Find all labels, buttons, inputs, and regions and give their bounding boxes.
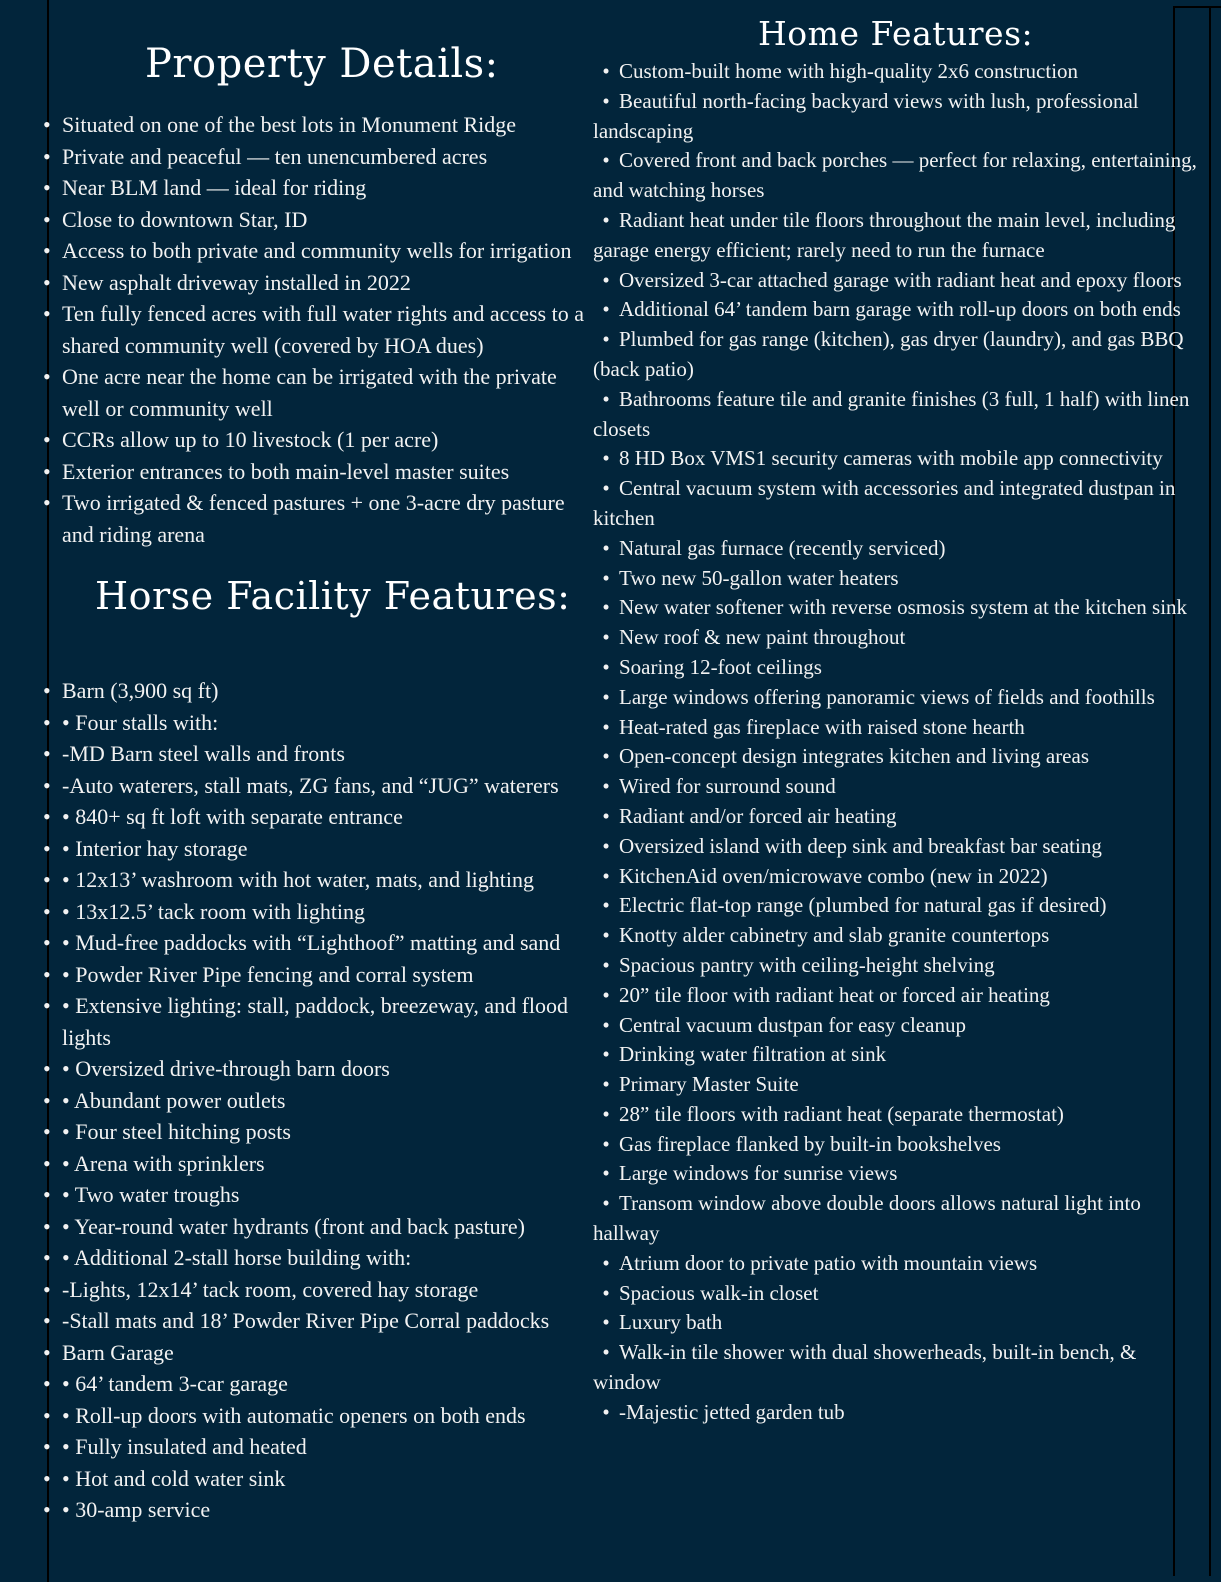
horse-facility-title: Horse Facility Features: xyxy=(95,574,571,618)
bullet-icon: • xyxy=(602,1250,610,1275)
list-item: • Wired for surround sound xyxy=(593,772,1205,802)
bullet-icon: • xyxy=(602,654,610,679)
list-item: • Two new 50-gallon water heaters xyxy=(593,564,1205,594)
bullet-icon: • xyxy=(602,535,610,560)
bullet-icon: • xyxy=(602,1072,610,1097)
list-item: • • Roll-up doors with automatic openers on both ends xyxy=(41,1400,586,1432)
list-item: • -MD Barn steel walls and fronts xyxy=(41,738,586,770)
list-item: • -Auto waterers, stall mats, ZG fans, and “JUG” waterers xyxy=(41,770,586,802)
list-item: • Ten fully fenced acres with full water rights and access to a shared community well (covered by HOA dues) xyxy=(41,298,586,361)
list-item: • New water softener with reverse osmosis system at the kitchen sink xyxy=(593,593,1205,623)
list-item: • • Interior hay storage xyxy=(41,833,586,865)
home-features-title: Home Features: xyxy=(758,14,1034,53)
bullet-icon: • xyxy=(602,446,610,471)
list-item: • Knotty alder cabinetry and slab granite countertops xyxy=(593,921,1205,951)
list-item: • • Abundant power outlets xyxy=(41,1085,586,1117)
bullet-icon: • xyxy=(602,148,610,173)
list-item: • Central vacuum system with accessories and integrated dustpan in kitchen xyxy=(593,476,1176,530)
list-item: • -Stall mats and 18’ Powder River Pipe Corral paddocks xyxy=(41,1305,586,1337)
list-item: • Custom-built home with high-quality 2x6 construction xyxy=(593,57,1205,87)
bullet-icon: • xyxy=(602,923,610,948)
list-item: • Transom window above double doors allows natural light into hallway xyxy=(593,1191,1141,1246)
bullet-icon: • xyxy=(602,297,610,322)
list-item: • • Hot and cold water sink xyxy=(41,1463,586,1495)
bullet-icon: • xyxy=(602,1191,610,1216)
bullet-icon: • xyxy=(602,774,610,799)
bullet-icon: • xyxy=(602,833,610,858)
bullet-icon: • xyxy=(602,1280,610,1305)
list-item: • • Mud-free paddocks with “Lighthoof” matting and sand xyxy=(41,927,586,959)
list-item: • Central vacuum dustpan for easy cleanup xyxy=(593,1011,1205,1041)
list-item: • • Powder River Pipe fencing and corral system xyxy=(41,959,586,991)
list-item: • Barn Garage xyxy=(41,1337,586,1369)
bullet-icon: • xyxy=(602,1399,610,1424)
list-item: • • Fully insulated and heated xyxy=(41,1431,586,1463)
list-item: • • Additional 2-stall horse building with: xyxy=(41,1242,586,1274)
list-item: • Radiant and/or forced air heating xyxy=(593,802,1205,832)
list-item: • Plumbed for gas range (kitchen), gas dryer (laundry), and gas BBQ (back patio) xyxy=(593,327,1184,381)
bullet-icon: • xyxy=(602,1310,610,1335)
list-item: • Walk-in tile shower with dual showerheads, built-in bench, & window xyxy=(593,1340,1137,1395)
bullet-icon: • xyxy=(602,714,610,739)
list-item: • Access to both private and community wells for irrigation xyxy=(41,235,586,267)
bullet-icon: • xyxy=(602,1042,610,1067)
horse-facility-list xyxy=(41,675,586,1526)
list-item: • • 30-amp service xyxy=(41,1494,586,1526)
list-item: • Covered front and back porches — perfect for relaxing, entertaining, and watching horses xyxy=(593,148,1197,203)
list-item: • • 840+ sq ft loft with separate entrance xyxy=(41,801,586,833)
list-item: • Radiant heat under tile floors throughout the main level, including garage energy efficient; rarely need to run the furnace xyxy=(593,207,1176,262)
list-item: • • 12x13’ washroom with hot water, mats, and lighting xyxy=(41,864,586,896)
bullet-icon: • xyxy=(602,595,610,620)
bullet-icon: • xyxy=(602,386,610,411)
list-item: • • 13x12.5’ tack room with lighting xyxy=(41,896,586,928)
list-item: • Natural gas furnace (recently serviced) xyxy=(593,534,1205,564)
list-item: • Electric flat-top range (plumbed for natural gas if desired) xyxy=(593,891,1205,921)
list-item: • New roof & new paint throughout xyxy=(593,623,1205,653)
list-item: • One acre near the home can be irrigated with the private well or community well xyxy=(41,361,586,424)
list-item: • Additional 64’ tandem barn garage with roll-up doors on both ends xyxy=(593,295,1205,325)
list-item: • Bathrooms feature tile and granite finishes (3 full, 1 half) with linen closets xyxy=(593,386,1190,441)
list-item: • 20” tile floor with radiant heat or forced air heating xyxy=(593,981,1205,1011)
bullet-icon: • xyxy=(602,625,610,650)
list-item: • Beautiful north-facing backyard views with lush, professional landscaping xyxy=(593,88,1139,143)
list-item: • Spacious walk-in closet xyxy=(593,1279,1205,1309)
home-features-list xyxy=(593,57,1205,1428)
list-item: • Large windows for sunrise views xyxy=(593,1159,1205,1189)
property-details-title: Property Details: xyxy=(145,41,499,87)
list-item: • • Extensive lighting: stall, paddock, breezeway, and flood lights xyxy=(41,990,586,1053)
bullet-icon: • xyxy=(602,207,610,232)
list-item: • CCRs allow up to 10 livestock (1 per acre) xyxy=(41,424,586,456)
bullet-icon: • xyxy=(602,267,610,292)
list-item: • • Four steel hitching posts xyxy=(41,1116,586,1148)
list-item: • 28” tile floors with radiant heat (separate thermostat) xyxy=(593,1100,1205,1130)
list-item: • Oversized 3-car attached garage with radiant heat and epoxy floors xyxy=(593,266,1205,296)
bullet-icon: • xyxy=(602,1101,610,1126)
bullet-icon: • xyxy=(602,1340,610,1365)
bullet-icon: • xyxy=(602,893,610,918)
list-item: • Drinking water filtration at sink xyxy=(593,1040,1205,1070)
bullet-icon: • xyxy=(602,1161,610,1186)
list-item: • • Two water troughs xyxy=(41,1179,586,1211)
bullet-icon: • xyxy=(602,476,610,501)
list-item: • KitchenAid oven/microwave combo (new in 2022) xyxy=(593,862,1205,892)
bullet-icon: • xyxy=(602,863,610,888)
list-item: • Close to downtown Star, ID xyxy=(41,204,586,236)
list-item: • Heat-rated gas fireplace with raised stone hearth xyxy=(593,713,1205,743)
bullet-icon: • xyxy=(602,88,610,113)
list-item: • Oversized island with deep sink and breakfast bar seating xyxy=(593,832,1205,862)
right-frame-inner-line xyxy=(1209,6,1211,1576)
list-item: • 8 HD Box VMS1 security cameras with mobile app connectivity xyxy=(593,444,1205,474)
bullet-icon: • xyxy=(602,565,610,590)
list-item: • Barn (3,900 sq ft) xyxy=(41,675,586,707)
list-item: • Spacious pantry with ceiling-height shelving xyxy=(593,951,1205,981)
list-item: • • 64’ tandem 3-car garage xyxy=(41,1368,586,1400)
bullet-icon: • xyxy=(602,952,610,977)
list-item: • Situated on one of the best lots in Monument Ridge xyxy=(41,109,586,141)
bullet-icon: • xyxy=(602,744,610,769)
list-item: • Gas fireplace flanked by built-in bookshelves xyxy=(593,1130,1205,1160)
list-item: • • Four stalls with: xyxy=(41,707,586,739)
bullet-icon: • xyxy=(602,982,610,1007)
list-item: • • Arena with sprinklers xyxy=(41,1148,586,1180)
list-item: • -Majestic jetted garden tub xyxy=(593,1398,1205,1428)
list-item: • Primary Master Suite xyxy=(593,1070,1205,1100)
list-item: • New asphalt driveway installed in 2022 xyxy=(41,267,586,299)
list-item: • Large windows offering panoramic views of fields and foothills xyxy=(593,683,1205,713)
list-item: • Soaring 12-foot ceilings xyxy=(593,653,1205,683)
list-item: • -Lights, 12x14’ tack room, covered hay storage xyxy=(41,1274,586,1306)
list-item: • Atrium door to private patio with mountain views xyxy=(593,1249,1205,1279)
bullet-icon: • xyxy=(602,1131,610,1156)
bullet-icon: • xyxy=(602,59,610,83)
list-item: • • Year-round water hydrants (front and back pasture) xyxy=(41,1211,586,1243)
list-item: • • Oversized drive-through barn doors xyxy=(41,1053,586,1085)
list-item: • Private and peaceful — ten unencumbered acres xyxy=(41,141,586,173)
list-item: • Two irrigated & fenced pastures + one 3-acre dry pasture and riding arena xyxy=(41,487,586,550)
list-item: • Near BLM land — ideal for riding xyxy=(41,172,586,204)
bullet-icon: • xyxy=(602,803,610,828)
list-item: • Open-concept design integrates kitchen and living areas xyxy=(593,742,1205,772)
list-item: • Exterior entrances to both main-level master suites xyxy=(41,456,586,488)
bullet-icon: • xyxy=(602,684,610,709)
bullet-icon: • xyxy=(602,327,610,352)
list-item: • Luxury bath xyxy=(593,1308,1205,1338)
bullet-icon: • xyxy=(602,1012,610,1037)
property-details-list xyxy=(41,109,586,550)
